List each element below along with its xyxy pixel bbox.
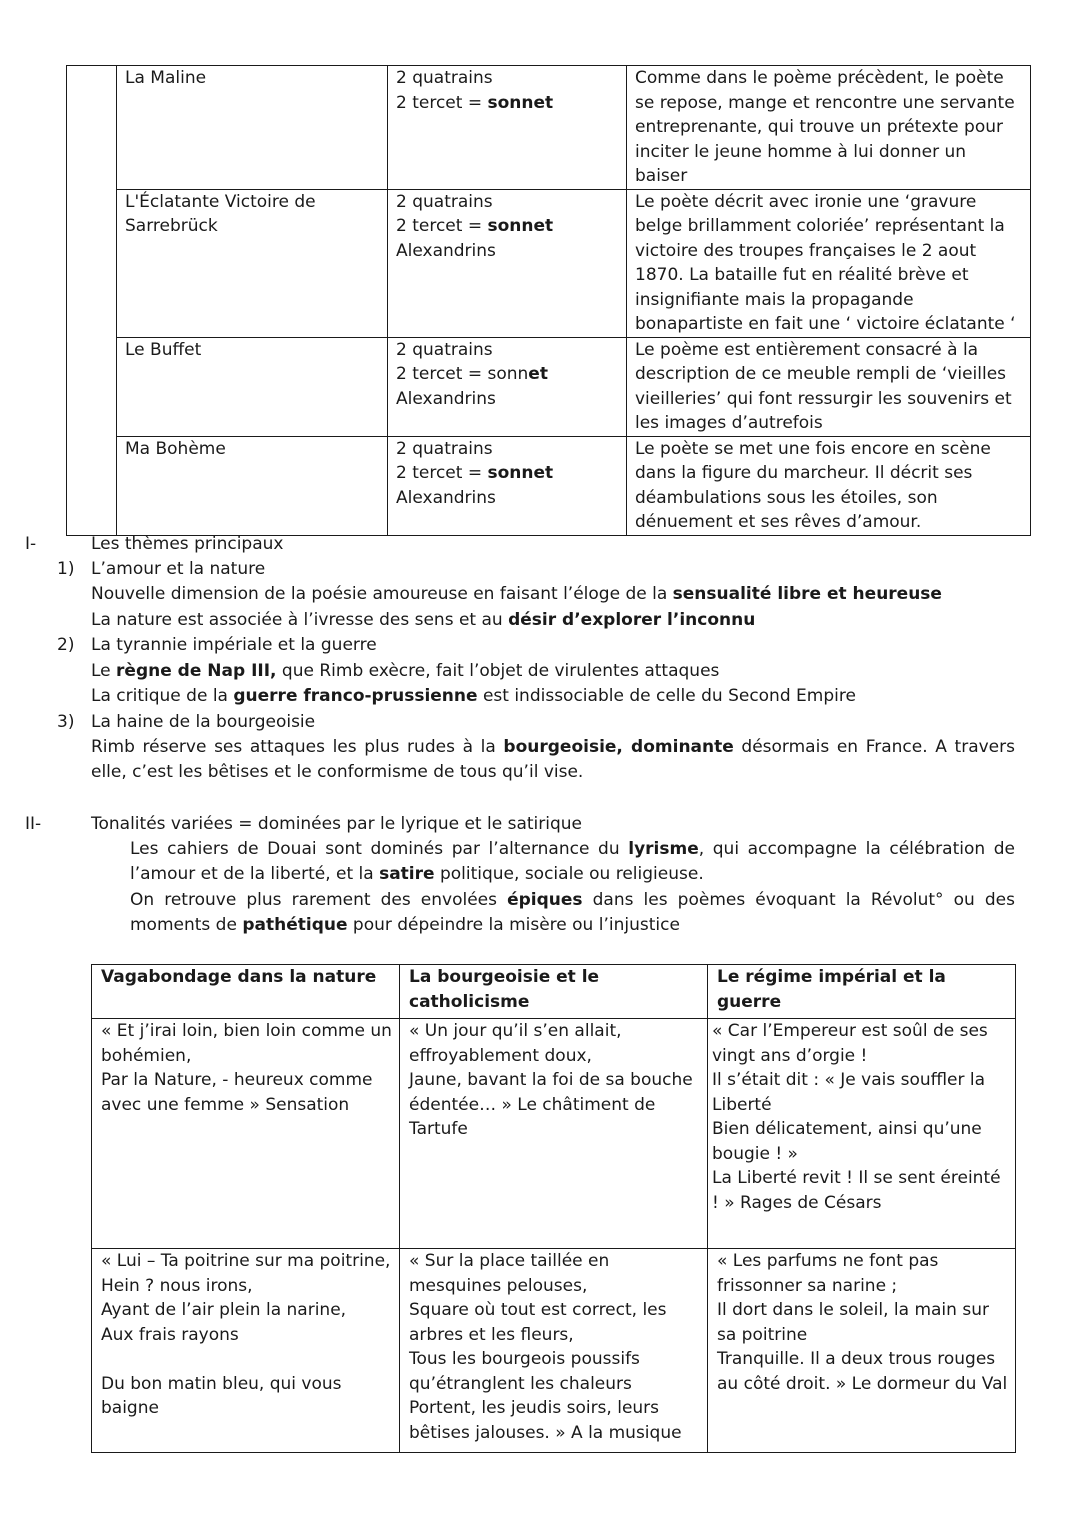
table-row [92,1019,1016,1249]
paragraph-line: La nature est associée à l’ivresse des sens et au désir d’explorer l’inconnu [91,610,756,630]
table-row [67,66,1031,190]
poem-description: Le poème est entièrement consacré à la description de ce meuble rempli de ‘vieilles vieilleries’ qui font ressurgir les souvenirs et les images d’autrefois [627,337,1031,436]
poem-form: 2 quatrains 2 tercet = sonnet Alexandrins [388,189,627,337]
paragraph: On retrouve plus rarement des envolées épiques dans les poèmes évoquant la Révolut° ou des moments de pathétique pour dépeindre la misère ou l’injustice [130,890,1016,935]
section-heading: Les thèmes principaux [91,534,284,554]
paragraph-line: Nouvelle dimension de la poésie amoureuse en faisant l’éloge de la sensualité libre et heureuse [91,584,942,604]
column-header: Le régime impérial et la guerre [708,965,1016,1019]
list-number: 2) [57,635,75,655]
poem-description: Comme dans le poème précèdent, le poète se repose, mange et rencontre une servante entreprenante, qui trouve un prétexte pour inciter le jeune homme à lui donner un baiser [627,66,1031,190]
poem-description: Le poète décrit avec ironie une ‘gravure belge brillamment coloriée’ représentant la victoire des troupes françaises le 2 aout 1870. La bataille fut en réalité brève et insignifiante mais la propagande bonapartiste en fait une ‘ victoire éclatante ‘ [627,189,1031,337]
subsection-heading: La tyrannie impériale et la guerre [91,635,377,655]
column-header: La bourgeoisie et le catholicisme [400,965,708,1019]
poem-table [66,65,1031,536]
paragraph-line: La critique de la guerre franco-prussienne est indissociable de celle du Second Empire [91,686,856,706]
quote-cell: « Lui – Ta poitrine sur ma poitrine, Hein ? nous irons, Ayant de l’air plein la narine, Aux frais rayons Du bon matin bleu, qui vous baigne [92,1249,400,1453]
poem-description: Le poète se met une fois encore en scène dans la figure du marcheur. Il décrit ses déambulations sous les étoiles, son dénuement et ses rêves d’amour. [627,436,1031,535]
section-numeral: I- [25,534,37,554]
subsection-heading: La haine de la bourgeoisie [91,712,316,732]
table-row [67,189,1031,337]
poem-form: 2 quatrains 2 tercet = sonnet Alexandrins [388,436,627,535]
table-row [67,436,1031,535]
list-number: 1) [57,559,75,579]
column-header: Vagabondage dans la nature [92,965,400,1019]
table-row [92,1249,1016,1453]
poem-form: 2 quatrains 2 tercet = sonnet [388,66,627,190]
table-header-row [92,965,1016,1019]
quote-cell: « Et j’irai loin, bien loin comme un bohémien, Par la Nature, - heureux comme avec une femme » Sensation [92,1019,400,1249]
list-number: 3) [57,712,75,732]
quote-cell: « Sur la place taillée en mesquines pelouses, Square où tout est correct, les arbres et les fleurs, Tous les bourgeois poussifs qu’étranglent les chaleurs Portent, les jeudis soirs, leurs bêtises jalouses. » A la musique [400,1249,708,1453]
quote-cell: « Un jour qu’il s’en allait, effroyablement doux, Jaune, bavant la foi de sa bouche édentée… » Le châtiment de Tartufe [400,1019,708,1249]
poem-title: L'Éclatante Victoire de Sarrebrück [117,189,388,337]
poem-title: Ma Bohème [117,436,388,535]
section-heading: Tonalités variées = dominées par le lyrique et le satirique [91,814,582,834]
paragraph: Rimb réserve ses attaques les plus rudes à la bourgeoisie, dominante désormais en France. A travers elle, c’est les bêtises et le conformisme de tous qu’il vise. [91,737,1015,782]
poem-title: Le Buffet [117,337,388,436]
poem-title: La Maline [117,66,388,190]
paragraph: Les cahiers de Douai sont dominés par l’alternance du lyrisme, qui accompagne la célébration de l’amour et de la liberté, et la satire politique, sociale ou religieuse. [130,839,1016,884]
table-margin-cell [67,66,117,536]
subsection-heading: L’amour et la nature [91,559,266,579]
table-row [67,337,1031,436]
quote-cell: « Car l’Empereur est soûl de ses vingt ans d’orgie ! Il s’était dit : « Je vais souffler la Liberté Bien délicatement, ainsi qu’une bougie ! » La Liberté revit ! Il se sent éreinté ! » Rages de Césars [708,1019,1016,1249]
quote-cell: « Les parfums ne font pas frissonner sa narine ; Il dort dans le soleil, la main sur sa poitrine Tranquille. Il a deux trous rouges au côté droit. » Le dormeur du Val [708,1249,1016,1453]
paragraph-line: Le règne de Nap III, que Rimb exècre, fait l’objet de virulentes attaques [91,661,720,681]
poem-form: 2 quatrains 2 tercet = sonnet Alexandrins [388,337,627,436]
section-numeral: II- [25,814,42,834]
themes-table [91,964,1016,1453]
